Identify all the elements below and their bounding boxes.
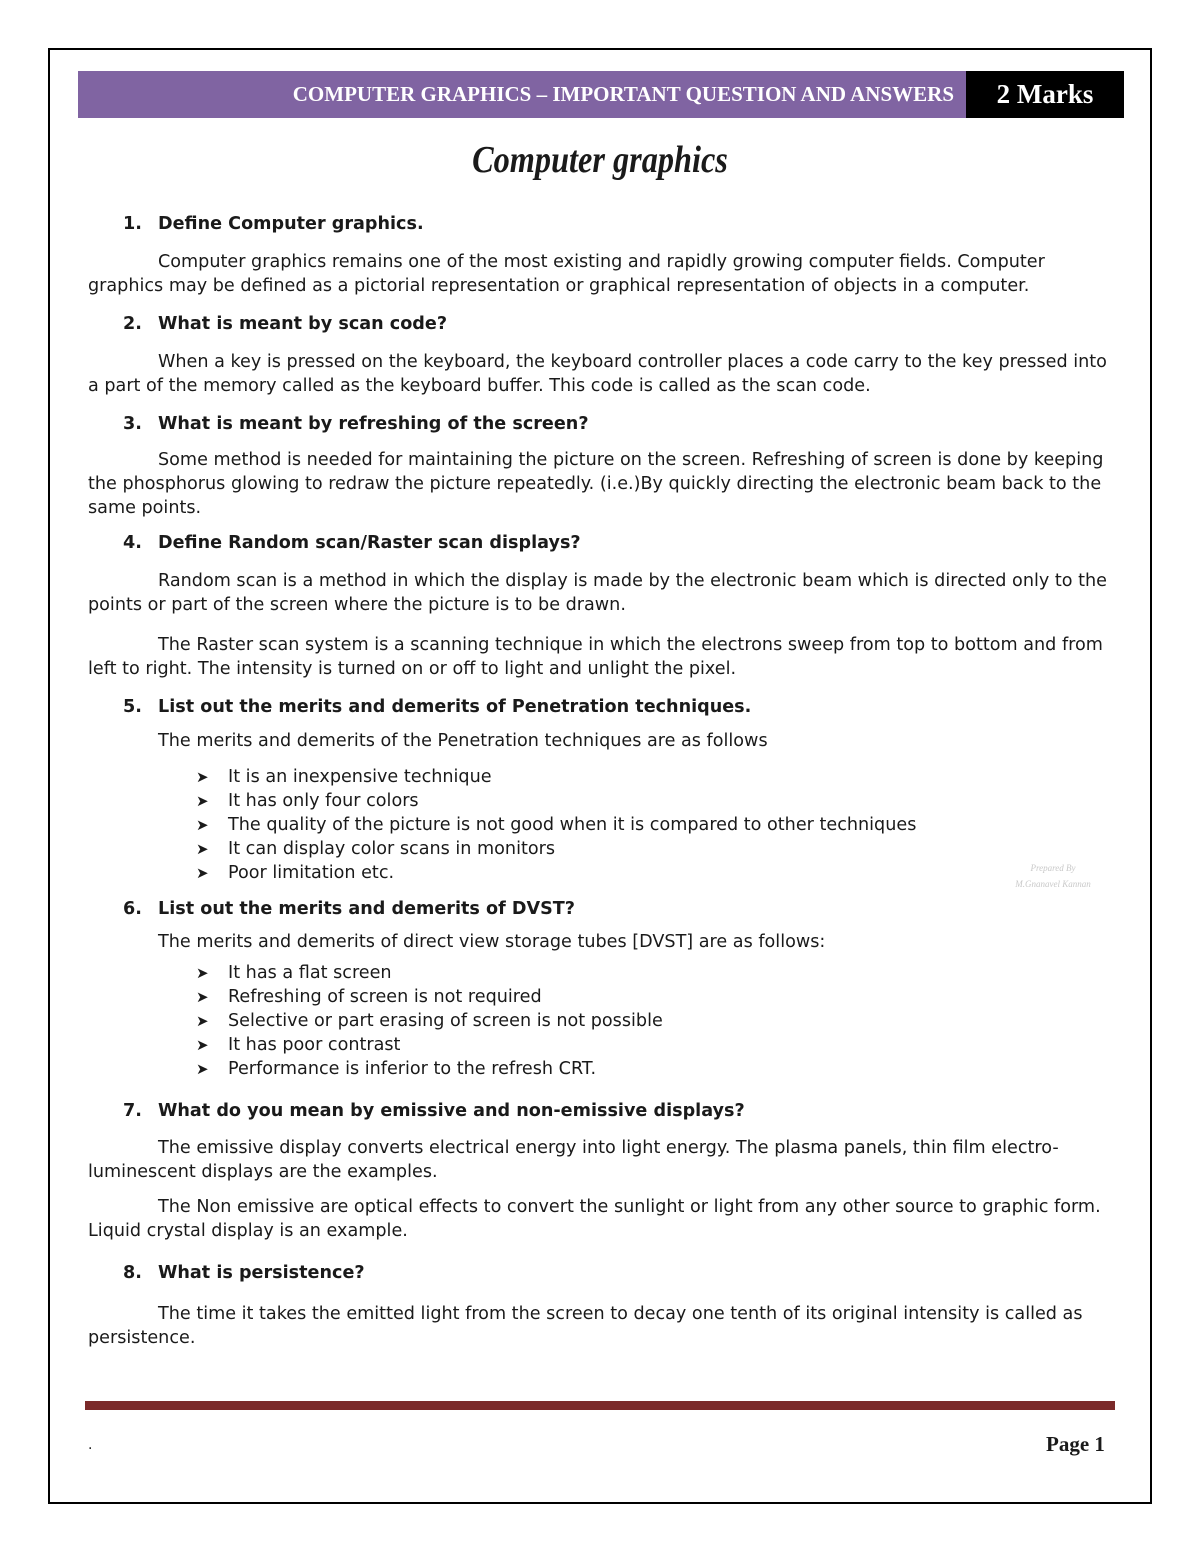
question-heading: 5. List out the merits and demerits of Penetration techniques. (123, 697, 752, 717)
list-item: ➤ It is an inexpensive technique (196, 767, 492, 787)
list-intro: The merits and demerits of the Penetration techniques are as follows (158, 731, 768, 751)
answer-paragraph: When a key is pressed on the keyboard, the keyboard controller places a code carry to the key pressed into a part of the memory called as the keyboard buffer. This code is called as the scan code. (88, 352, 1107, 396)
header-title: COMPUTER GRAPHICS – IMPORTANT QUESTION AND ANSWERS (78, 71, 966, 118)
answer-paragraph: The Raster scan system is a scanning technique in which the electrons sweep from top to bottom and from left to right. The intensity is turned on or off to light and unlight the pixel. (88, 635, 1103, 679)
bullet-list (88, 765, 1108, 885)
page-number: Page 1 (1046, 1432, 1105, 1456)
arrow-bullet-icon: ➤ (196, 864, 209, 882)
list-intro: The merits and demerits of direct view storage tubes [DVST] are as follows: (158, 932, 826, 952)
answer-paragraph: Computer graphics remains one of the most existing and rapidly growing computer fields. Computer graphics may be defined as a pictorial representation or graphical representation of objects in a computer. (88, 252, 1045, 296)
bullet-list (88, 961, 1108, 1081)
watermark-stamp: Prepared By M.Gnanavel Kannan (1015, 863, 1091, 889)
list-item: ➤ It has only four colors (196, 791, 419, 811)
header-bar (78, 71, 1124, 118)
document-title: Computer graphics (472, 139, 728, 181)
arrow-bullet-icon: ➤ (196, 792, 209, 810)
list-item: ➤ It has poor contrast (196, 1035, 401, 1055)
answer-paragraph: Random scan is a method in which the display is made by the electronic beam which is directed only to the points or part of the screen where the picture is to be drawn. (88, 571, 1107, 615)
answer-paragraph: Some method is needed for maintaining the picture on the screen. Refreshing of screen is done by keeping the phosphorus glowing to redraw the picture repeatedly. (i.e.)By quickly directing the electronic beam back to the same points. (88, 450, 1104, 518)
question-heading: 1. Define Computer graphics. (123, 214, 424, 234)
question-heading: 8. What is persistence? (123, 1263, 365, 1283)
list-item: ➤ It has a flat screen (196, 963, 392, 983)
list-item: ➤ Performance is inferior to the refresh CRT. (196, 1059, 597, 1079)
list-item: ➤ Refreshing of screen is not required (196, 987, 542, 1007)
arrow-bullet-icon: ➤ (196, 964, 209, 982)
answer-paragraph: The Non emissive are optical effects to convert the sunlight or light from any other source to graphic form. Liquid crystal display is an example. (88, 1197, 1101, 1241)
list-item: ➤ Poor limitation etc. (196, 863, 395, 883)
answer-paragraph: The emissive display converts electrical energy into light energy. The plasma panels, thin film electro-luminescent displays are the examples. (88, 1138, 1059, 1182)
list-item: ➤ Selective or part erasing of screen is not possible (196, 1011, 663, 1031)
question-heading: 2. What is meant by scan code? (123, 314, 448, 334)
marks-badge: 2 Marks (966, 71, 1124, 118)
question-heading: 3. What is meant by refreshing of the screen? (123, 414, 589, 434)
footer-rule (85, 1401, 1115, 1410)
arrow-bullet-icon: ➤ (196, 768, 209, 786)
question-heading: 6. List out the merits and demerits of DVST? (123, 899, 575, 919)
footer-mark: . (88, 1437, 93, 1453)
arrow-bullet-icon: ➤ (196, 840, 209, 858)
arrow-bullet-icon: ➤ (196, 1012, 209, 1030)
arrow-bullet-icon: ➤ (196, 816, 209, 834)
arrow-bullet-icon: ➤ (196, 1036, 209, 1054)
answer-paragraph: The time it takes the emitted light from the screen to decay one tenth of its original intensity is called as persistence. (88, 1304, 1083, 1348)
list-item: ➤ The quality of the picture is not good when it is compared to other techniques (196, 815, 917, 835)
list-item: ➤ It can display color scans in monitors (196, 839, 556, 859)
arrow-bullet-icon: ➤ (196, 1060, 209, 1078)
question-heading: 7. What do you mean by emissive and non-emissive displays? (123, 1101, 745, 1121)
content (88, 212, 1108, 1350)
arrow-bullet-icon: ➤ (196, 988, 209, 1006)
question-heading: 4. Define Random scan/Raster scan displays? (123, 533, 581, 553)
